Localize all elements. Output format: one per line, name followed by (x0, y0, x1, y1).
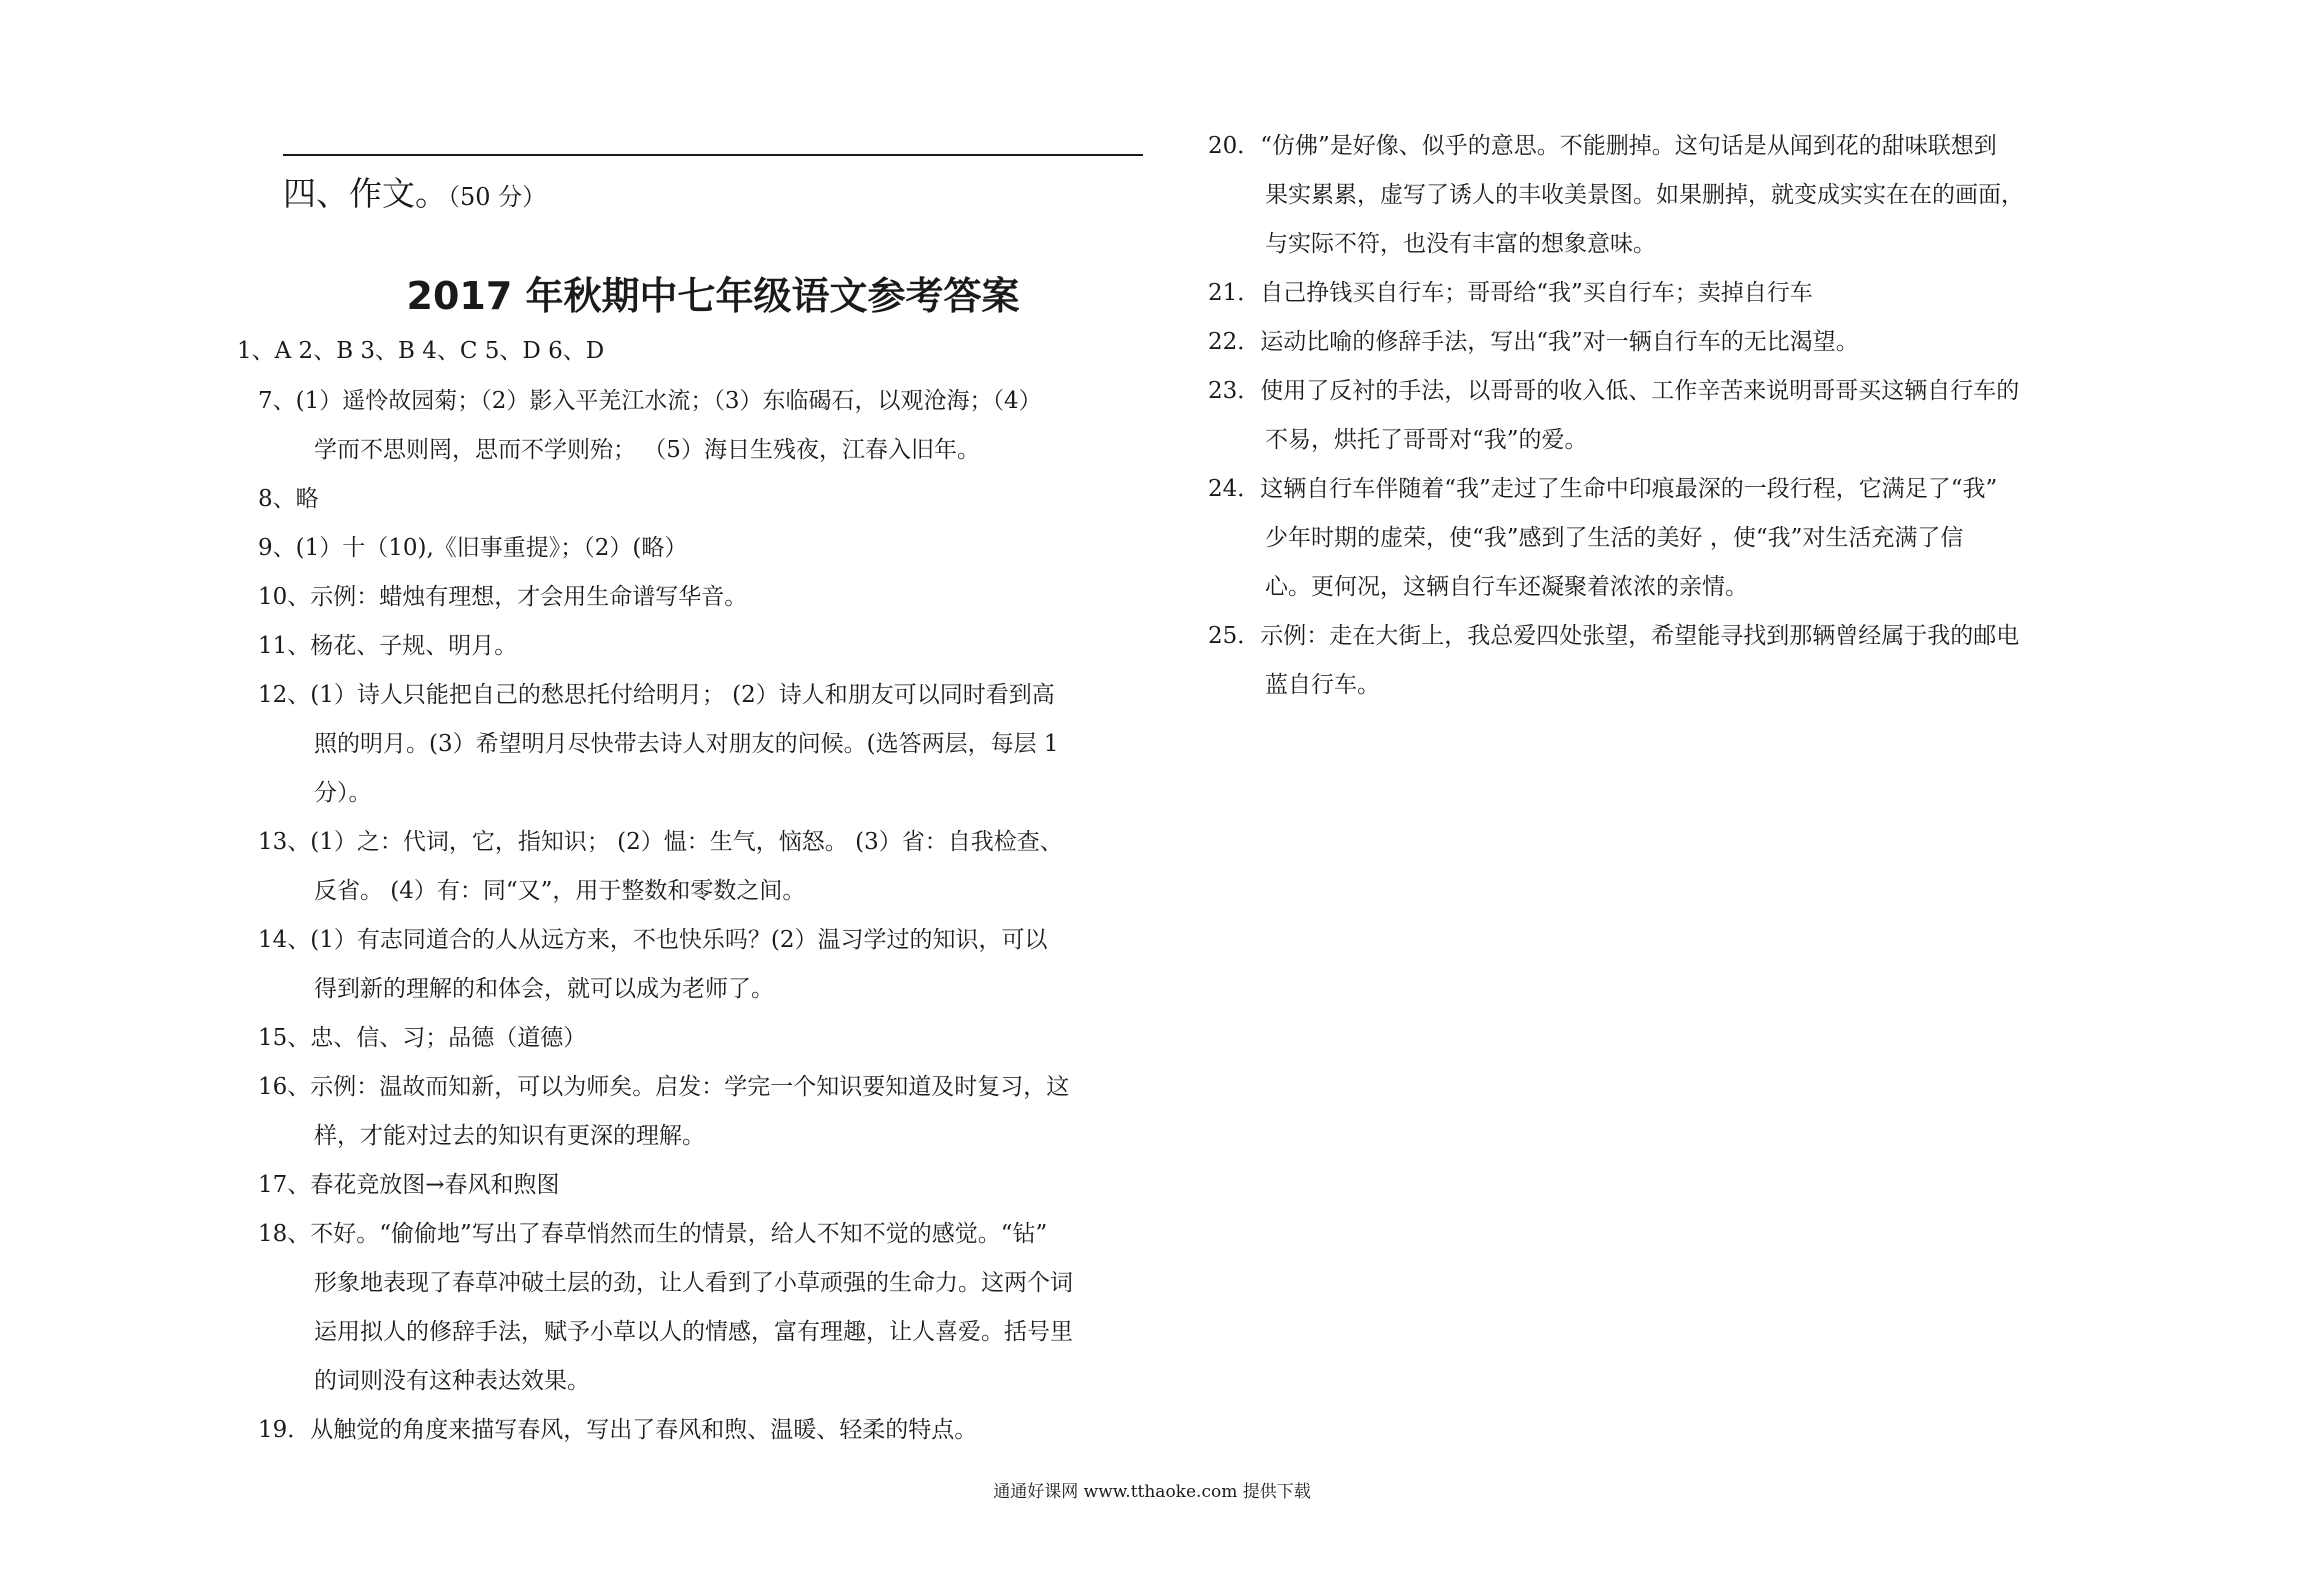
section-heading-points: （50 分） (448, 183, 547, 211)
answer-line: 1、A 2、B 3、B 4、C 5、D 6、D (237, 338, 605, 364)
answer-line: 7、(1）遥怜故园菊；（2）影入平羌江水流；（3）东临碣石，以观沧海；（4） (258, 388, 1042, 414)
answer-line: 21．自己挣钱买自行车；哥哥给“我”买自行车；卖掉自行车 (1208, 280, 1813, 306)
answer-line: 25．示例：走在大街上，我总爱四处张望，希望能寻找到那辆曾经属于我的邮电 (1208, 623, 2020, 649)
section-heading-label: 四、作文。 (283, 174, 448, 213)
answer-line: 23．使用了反衬的手法，以哥哥的收入低、工作辛苦来说明哥哥买这辆自行车的 (1208, 378, 2020, 404)
answer-line: 9、(1）十（10),《旧事重提》；（2）(略） (258, 535, 688, 561)
answer-line-continued: 不易，烘托了哥哥对“我”的爱。 (1265, 427, 1588, 453)
answer-line-continued: 运用拟人的修辞手法，赋予小草以人的情感，富有理趣，让人喜爱。括号里 (314, 1319, 1073, 1345)
section-heading (283, 172, 546, 219)
answer-line-continued: 得到新的理解的和体会，就可以成为老师了。 (314, 976, 774, 1002)
answer-line: 16、示例：温故而知新，可以为师矣。启发：学完一个知识要知道及时复习，这 (258, 1074, 1070, 1100)
answer-line: 11、杨花、子规、明月。 (258, 633, 518, 659)
answer-line-continued: 与实际不符，也没有丰富的想象意味。 (1265, 231, 1656, 257)
top-rule-divider (283, 154, 1143, 156)
answer-line-continued: 照的明月。(3）希望明月尽快带去诗人对朋友的问候。(选答两层，每层 1 (314, 731, 1059, 757)
answer-line-continued: 学而不思则罔，思而不学则殆； （5）海日生残夜，江春入旧年。 (314, 437, 980, 463)
answer-line: 15、忠、信、习；品德（道德） (258, 1025, 587, 1051)
answer-line: 8、略 (258, 486, 319, 512)
answer-line-continued: 样，才能对过去的知识有更深的理解。 (314, 1123, 705, 1149)
answer-line-continued: 心。更何况，这辆自行车还凝聚着浓浓的亲情。 (1265, 574, 1748, 600)
answer-line: 24．这辆自行车伴随着“我”走过了生命中印痕最深的一段行程，它满足了“我” (1208, 476, 1998, 502)
answer-line: 17、春花竞放图→春风和煦图 (258, 1172, 560, 1198)
answer-line: 14、(1）有志同道合的人从远方来，不也快乐吗？(2）温习学过的知识，可以 (258, 927, 1048, 953)
answer-line-continued: 分）。 (314, 780, 372, 806)
answer-line: 22．运动比喻的修辞手法，写出“我”对一辆自行车的无比渴望。 (1208, 329, 1859, 355)
answer-line: 20．“仿佛”是好像、似乎的意思。不能删掉。这句话是从闻到花的甜味联想到 (1208, 133, 1997, 159)
answer-line-continued: 果实累累，虚写了诱人的丰收美景图。如果删掉，就变成实实在在的画面， (1265, 182, 2024, 208)
answer-line-continued: 反省。 (4）有：同“又”，用于整数和零数之间。 (314, 878, 806, 904)
answer-line-continued: 的词则没有这种表达效果。 (314, 1368, 590, 1394)
answer-line: 12、(1）诗人只能把自己的愁思托付给明月； (2）诗人和朋友可以同时看到高 (258, 682, 1055, 708)
document-title: 2017 年秋期中七年级语文参考答案 (406, 274, 1020, 318)
answer-line-continued: 蓝自行车。 (1265, 672, 1380, 698)
answer-line-continued: 形象地表现了春草冲破土层的劲，让人看到了小草顽强的生命力。这两个词 (314, 1270, 1073, 1296)
answer-line: 19．从触觉的角度来描写春风，写出了春风和煦、温暖、轻柔的特点。 (258, 1417, 978, 1443)
answer-line: 18、不好。“偷偷地”写出了春草悄然而生的情景，给人不知不觉的感觉。“钻” (258, 1221, 1048, 1247)
answer-line-continued: 少年时期的虚荣，使“我”感到了生活的美好 ，使“我”对生活充满了信 (1265, 525, 1964, 551)
page-footer: 通通好课网 www.tthaoke.com 提供下载 (993, 1482, 1311, 1502)
answer-line: 13、(1）之：代词，它，指知识； (2）愠：生气，恼怒。 (3）省：自我检查、 (258, 829, 1063, 855)
answer-line: 10、示例：蜡烛有理想，才会用生命谱写华音。 (258, 584, 748, 610)
